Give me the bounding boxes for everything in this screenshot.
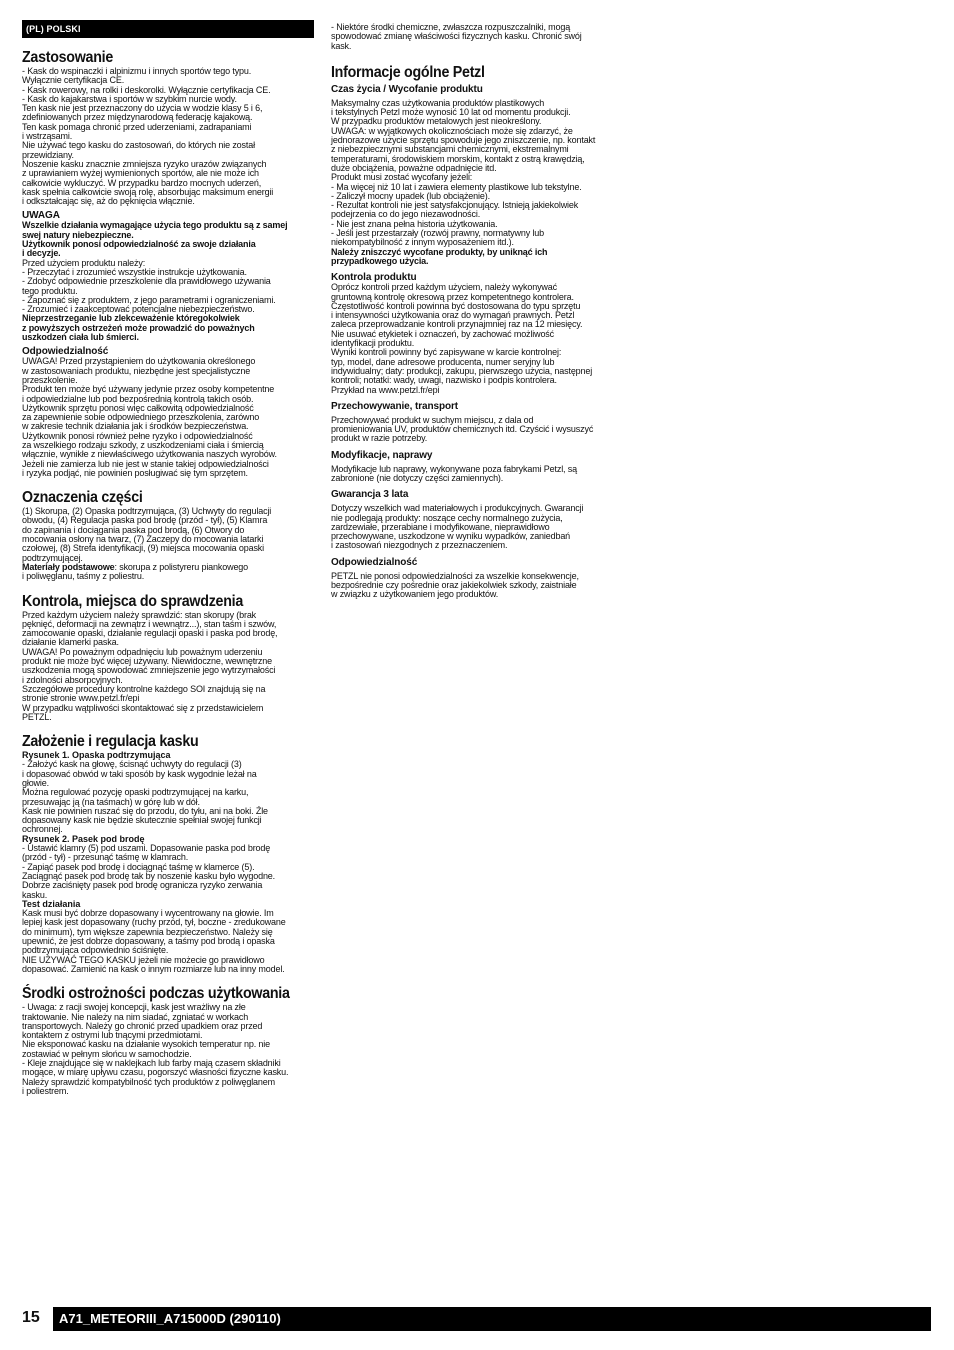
section-zastosowanie [22,50,314,206]
section-title: Kontrola, miejsca do sprawdzenia [22,592,243,610]
section-text: Przechowywać produkt w suchym miejscu, z dala od promieniowania UV, produktów chemicznych itd. Czyścić i wysuszyć produkt w razie potrzeby. [331,414,594,444]
figure-2-title: Rysunek 2. Pasek pod brodę [22,833,145,844]
subsection-title: Przechowywanie, transport [331,400,458,412]
section-text: - Uwaga: z racji swojej koncepcji, kask jest wrażliwy na złe traktowanie. Nie należy na nim siadać, zgniatać w workach transportowych. Należy go chronić przed upadkiem oraz przed kontaktem z ostrymi lub tnącymi przedmiotami. Nie eksponować kasku na działanie wysokich temperatur np. nie zostawiać w pełnym słońcu w samochodzie. - Kleje znajdujące się w naklejkach lub farby mają czasem składniki mogące, w miarę upływu czasu, pogorszyć własności fizyczne kasku. Należy sprawdzić kompatybilność tych produktów z poliwęglanem i poliestrem. [22,1002,289,1096]
subsection-title: Kontrola produktu [331,272,417,284]
section-text: - Kask do wspinaczki i alpinizmu i innych sportów tego typu. Wyłącznie certyfikacja CE. - Kask rowerowy, na rolki i deskorolki. Wyłącznie certyfikacja CE. - Kask do kajakarstwa i sportów w szybkim nurcie wody. Ten kask nie jest przeznaczony do użycia w wodzie klasy 5 i 6, zdefiniowanych przez międzynarodową federację kajakową. Ten kask pomaga chronić przed uderzeniami, zadrapaniami i wstrząsami. Nie używać tego kasku do zastosowań, do których nie został przewidziany. Noszenie kasku znacznie zmniejsza ryzyko urazów związanych z uprawianiem wyżej wymienionych sportów, ale nie może ich całkowicie wykluczyć. W przypadku bardzo mocnych uderzeń, kask spełnia całkowicie swoją rolę, absorbując maksimum energii i odkształcając się, aż do pęknięcia włącznie. [22,66,274,207]
test-text: Kask musi być dobrze dopasowany i wycentrowany na głowie. Im lepiej kask jest dopasowany (ruchy przód, tył, boczne - zredukowane do minimum), tym większe zapewnia bezpieczeństwo. Należy się upewnić, że jest dobrze dopasowany, a taśmy pod brodą i opaska podtrzymująca odpowiednio ściśnięte. NIE UŻYWAĆ TEGO KASKU jeżeli nie możecie go prawidłowo dopasować. Zamienić na kask o innym rozmiarze lub na inny model. [22,908,286,974]
subsection-title: Czas życia / Wycofanie produktu [331,83,483,95]
materials-label: Materiały podstawowe [22,561,115,572]
section-text: Przed każdym użyciem należy sprawdzić: stan skorupy (brak pęknięć, deformacji na zewnątrz i wewnątrz...), stan taśm i szwów, zamocowanie opaski, działanie regulacji opaski i paska pod brodę, działanie klamerki paska. UWAGA! Po poważnym odpadnięciu lub poważnym uderzeniu produkt nie może być więcej używany. Niewidoczne, wewnętrzne uszkodzenia mogą spowodować zmniejszenie jego wytrzymałości i zdolności absorpcyjnych. Szczegółowe procedury kontrolne każdego SOI znajdują się na stronie stronie www.petzl.fr/epi W przypadku wątpliwości skontaktować się z przedstawicielem PETZL. [22,609,278,722]
page-number: 15 [22,1309,40,1326]
section-czas-zycia [331,84,625,266]
warning-bold-text: Należy zniszczyć wycofane produkty, by uniknąć ich przypadkowego użycia. [331,246,548,266]
section-text: Przed użyciem produktu należy: - Przeczytać i zrozumieć wszystkie instrukcje użytkowania. - Zdobyć odpowiednie przeszkolenie dla prawidłowego używania tego produktu. - Zapoznać się z produktem, z jego parametrami i ograniczeniami. - Zrozumieć i zaakceptować potencjalne niebezpieczeństwo. [22,257,276,315]
subsection-title: UWAGA [22,210,60,222]
figure-2-text: - Ustawić klamry (5) pod uszami. Dopasowanie paska pod brodę (przód - tył) - przesunąć taśmę w klamrach. - Zapiąć pasek pod brodę i dociągnąć taśmę w klamerce (5). Zaciągnąć pasek pod brodę tak by noszenie kasku było wygodne. Dobrze zaciśnięty pasek pod brodę ogranicza ryzyko zerwania kasku. [22,843,276,900]
info-title: Informacje ogólne Petzl [331,63,485,81]
section-zalozenie [22,734,314,974]
section-text: PETZL nie ponosi odpowiedzialności za wszelkie konsekwencje, bezpośrednie czy pośrednie oraz jakiekolwiek szkody, zaistniałe w związku z użytkowaniem jego produktów. [331,570,579,600]
section-odpowiedzialnosc [22,346,314,478]
figure-1-title: Rysunek 1. Opaska podtrzymująca [22,750,171,761]
section-modyfikacje [331,450,625,484]
section-text: Modyfikacje lub naprawy, wykonywane poza fabrykami Petzl, są zabronione (nie dotyczy części zamiennych). [331,463,577,483]
right-column [331,23,625,600]
section-kontrola [22,594,314,723]
warning-bold-text: Nieprzestrzeganie lub zlekceważenie któregokolwiek z powyższych ostrzeżeń może prowadzić do poważnych uszkodzeń ciała lub śmierci. [22,313,255,343]
section-title: Założenie i regulacja kasku [22,733,199,751]
left-column [22,20,314,1096]
document-reference: A71_METEORIII_A715000D (290110) [53,1307,931,1331]
subsection-title: Modyfikacje, naprawy [331,449,433,461]
figure-1-text: - Założyć kask na głowę, ścisnąć uchwyty do regulacji (3) i dopasować obwód w taki sposób by kask wygodnie leżał na głowie. Można regulować pozycję opaski podtrzymującej na karku, przesuwając ją (na taśmach) w górę lub w dół. Kask nie powinien ruszać się do przodu, do tyłu, ani na boki. Źle dopasowany kask nie będzie skutecznie spełniał swojej funkcji ochronnej. [22,759,268,835]
section-srodki [22,986,314,1096]
section-text: Maksymalny czas użytkowania produktów plastikowych i tekstylnych Petzl może wynosić 10 lat od momentu produkcji. W przypadku produktów metalowych jest nieokreślony. UWAGA: w wyjątkowych okolicznościach może się zdarzyć, że jednorazowe użycie sprzętu spowoduje jego zniszczenie, np. kontakt z niebezpiecznymi substancjami chemicznymi, ekstremalnymi temperaturami, środowiskiem morskim, kontakt z ostrą krawędzią, duże obciążenia, poważne odpadnięcie itd. Produkt musi zostać wycofany jeżeli: - Ma więcej niż 10 lat i zawiera elementy plastikowe lub tekstylne. - Zaliczył mocny upadek (lub obciążenie). - Rezultat kontroli nie jest satysfakcjonujący. Istnieją jakiekolwiek podejrzenia co do jego niezawodności. - Nie jest znana pełna historia użytkowania. - Jeśli jest przestarzały (rozwój prawny, normatywny lub niekompatybilność z innym wyposażeniem itd.). [331,97,596,248]
section-text: Dotyczy wszelkich wad materiałowych i produkcyjnych. Gwarancji nie podlegają produkty: noszące cechy normalnego zużycia, zardzewiałe, przerabiane i modyfikowane, nieprawidłowo przechowywane, uszkodzone w wyniku wypadków, zaniedbań i zastosowań niezgodnych z przeznaczeniem. [331,503,584,551]
section-kontrola-produktu [331,272,625,395]
section-text: (1) Skorupa, (2) Opaska podtrzymująca, (3) Uchwyty do regulacji obwodu, (4) Regulacja paska pod brodę (przód - tył), (5) Klamra do zapinania i dociągania paska pod brodą, (6) Otwory do mocowania osłony na twarz, (7) Zaczepy do mocowania latarki czołowej, (8) Strefa identyfikacji, (9) miejsca mocowania opaski podtrzymującej. [22,506,272,563]
section-odpowiedzialnosc-petzl [331,557,625,600]
intro-text: - Niektóre środki chemiczne, zwłaszcza rozpuszczalniki, mogą spowodować zmianę właściwości fizycznych kasku. Chronić swój kask. [331,22,582,51]
section-title: Zastosowanie [22,49,113,66]
section-gwarancja [331,489,625,550]
section-oznaczenia [22,490,314,581]
section-text: Oprócz kontroli przed każdym użyciem, należy wykonywać gruntowną kontrolę okresową przez kompetentnego kontrolera. Częstotliwość kontroli powinna być dostosowana do typu sprzętu i intensywności użytkowania oraz do wymagań prawnych. Petzl zaleca przeprowadzanie kontroli przynajmniej raz na 12 miesięcy. Nie usuwać etykietek i oznaczeń, by zachować możliwość identyfikacji produktu. Wyniki kontroli powinny być zapisywane w karcie kontrolnej: typ, model, dane adresowe producenta, numer seryjny lub indywidualny; daty: produkcji, zakupu, pierwszego użycia, następnej kontroli; notatki: wady, uwagi, nazwisko i podpis kontrolera. Przykład na www.petzl.fr/epi [331,282,593,395]
subsection-title: Odpowiedzialność [22,346,109,358]
materials-value: : skorupa z polistyreru piankowego i poliwęglanu, taśmy z poliestru. [22,561,249,582]
language-bar: (PL) POLSKI [22,20,314,38]
test-title: Test działania [22,898,81,909]
materials-text [22,563,314,582]
section-title: Środki ostrożności podczas użytkowania [22,985,290,1003]
section-title: Oznaczenia części [22,489,143,507]
warning-bold-text: Wszelkie działania wymagające użycia tego produktu są z samej swej natury niebezpieczne. Użytkownik ponosi odpowiedzialność za swoje działania i decyzje. [22,220,288,259]
subsection-title: Gwarancja 3 lata [331,489,409,501]
section-przechowywanie [331,401,625,444]
section-uwaga [22,210,314,342]
section-text: UWAGA! Przed przystąpieniem do użytkowania określonego w zastosowaniach produktu, niezbędne jest specjalistyczne przeszkolenie. Produkt ten może być używany jedynie przez osoby kompetentne i odpowiedzialne lub pod bezpośrednią kontrolą takich osób. Użytkownik sprzętu ponosi więc całkowitą odpowiedzialność za zapewnienie sobie odpowiedniego przeszkolenia, zarówno w zakresie technik działania jak i środków bezpieczeństwa. Użytkownik ponosi również pełne ryzyko i odpowiedzialność za wszelkiego rodzaju szkody, z uszkodzeniami ciała i śmiercią włącznie, wynikłe z niewłaściwego użytkowania naszych wyrobów. Jeżeli nie zamierza lub nie jest w stanie takiej odpowiedzialności i ryzyka podjąć, nie powinien posługiwać się tym sprzętem. [22,356,277,478]
subsection-title: Odpowiedzialność [331,556,418,568]
